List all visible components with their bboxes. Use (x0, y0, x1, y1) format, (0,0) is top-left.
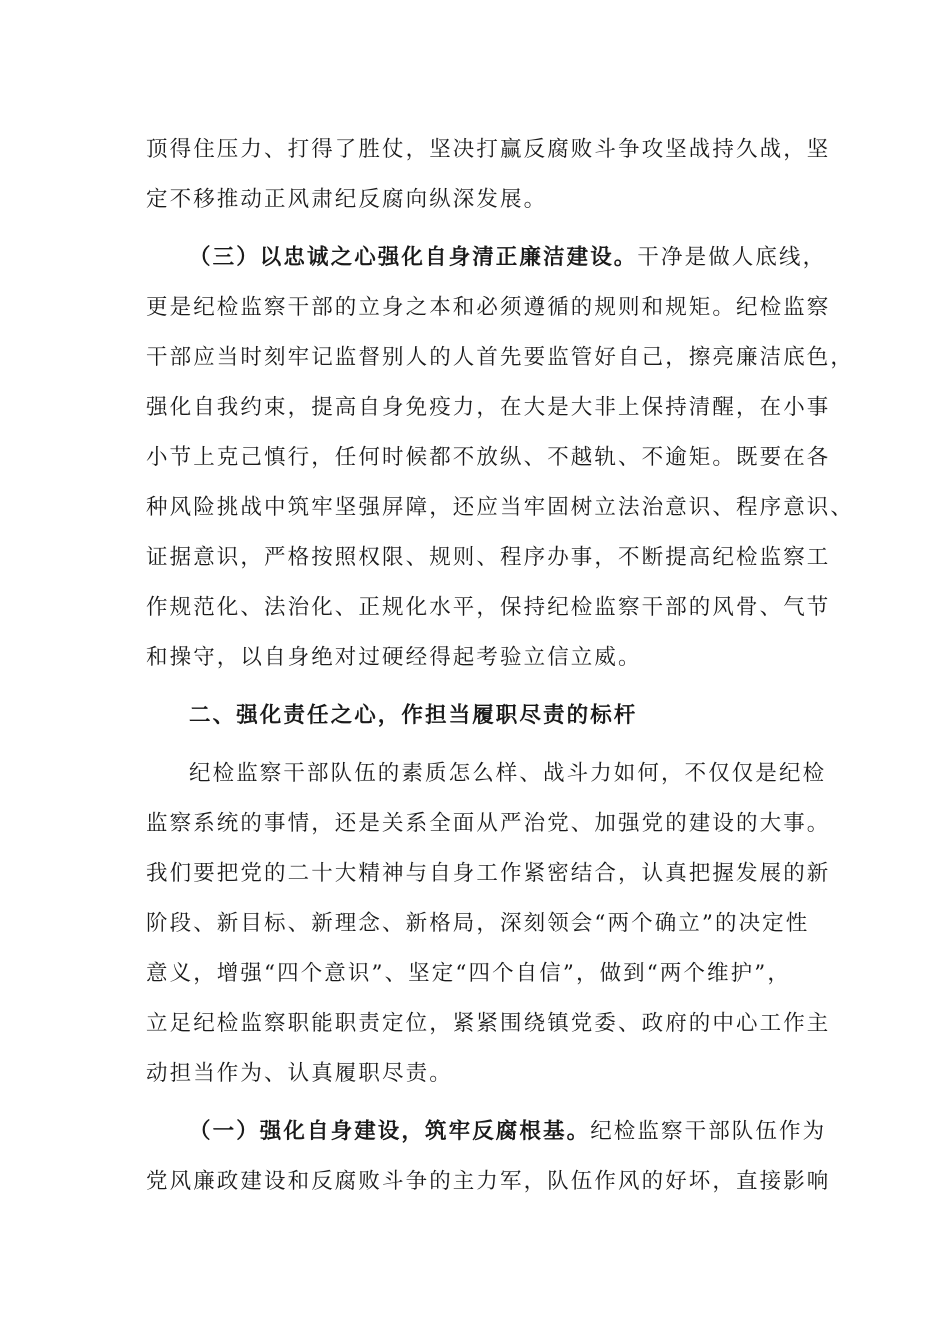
paragraph-line: 立足纪检监察职能职责定位，紧紧围绕镇党委、政府的中心工作主 (146, 1011, 831, 1036)
paragraph-line: 监察系统的事情，还是关系全面从严治党、加强党的建设的大事。 (146, 811, 831, 836)
paragraph-line: 和操守，以自身绝对过硬经得起考验立信立威。 (146, 645, 642, 670)
paragraph-text: 干净是做人底线， (637, 245, 827, 270)
paragraph-line: 党风廉政建设和反腐败斗争的主力军，队伍作风的好坏，直接影响 (146, 1169, 831, 1194)
paragraph-line: 阶段、新目标、新理念、新格局，深刻领会“两个确立”的决定性 (146, 911, 810, 936)
subsection-heading-1: （一）强化自身建设，筑牢反腐根基。 (189, 1119, 591, 1144)
paragraph-line: 强化自我约束，提高自身免疫力，在大是大非上保持清醒，在小事 (146, 395, 831, 420)
paragraph-line: 证据意识，严格按照权限、规则、程序办事，不断提高纪检监察工 (146, 545, 831, 570)
paragraph-line: 作规范化、法治化、正规化水平，保持纪检监察干部的风骨、气节 (146, 595, 831, 620)
paragraph-text: 纪检监察干部队伍作为 (590, 1119, 827, 1144)
paragraph-line: 我们要把党的二十大精神与自身工作紧密结合，认真把握发展的新 (146, 861, 831, 886)
paragraph-line: 顶得住压力、打得了胜仗，坚决打赢反腐败斗争攻坚战持久战，坚 (146, 137, 831, 162)
subsection-heading-line (189, 243, 826, 273)
paragraph-line: 动担当作为、认真履职尽责。 (146, 1061, 453, 1086)
paragraph-line: 意义，增强“四个意识”、坚定“四个自信”，做到“两个维护”， (146, 961, 791, 986)
paragraph-line: 纪检监察干部队伍的素质怎么样、战斗力如何，不仅仅是纪检 (189, 761, 827, 786)
section-heading: 二、强化责任之心，作担当履职尽责的标杆 (189, 703, 638, 728)
paragraph-line: 更是纪检监察干部的立身之本和必须遵循的规则和规矩。纪检监察 (146, 295, 831, 320)
paragraph-line: 小节上克己慎行，任何时候都不放纵、不越轨、不逾矩。既要在各 (146, 445, 831, 470)
paragraph-line: 干部应当时刻牢记监督别人的人首先要监管好自己，擦亮廉洁底色， (146, 345, 855, 370)
paragraph-line: 种风险挑战中筑牢坚强屏障，还应当牢固树立法治意识、程序意识、 (146, 495, 855, 520)
subsection-heading-3: （三）以忠诚之心强化自身清正廉洁建设。 (189, 245, 638, 270)
subsection-heading-line (189, 1117, 826, 1147)
paragraph-line: 定不移推动正风肃纪反腐向纵深发展。 (146, 187, 548, 212)
